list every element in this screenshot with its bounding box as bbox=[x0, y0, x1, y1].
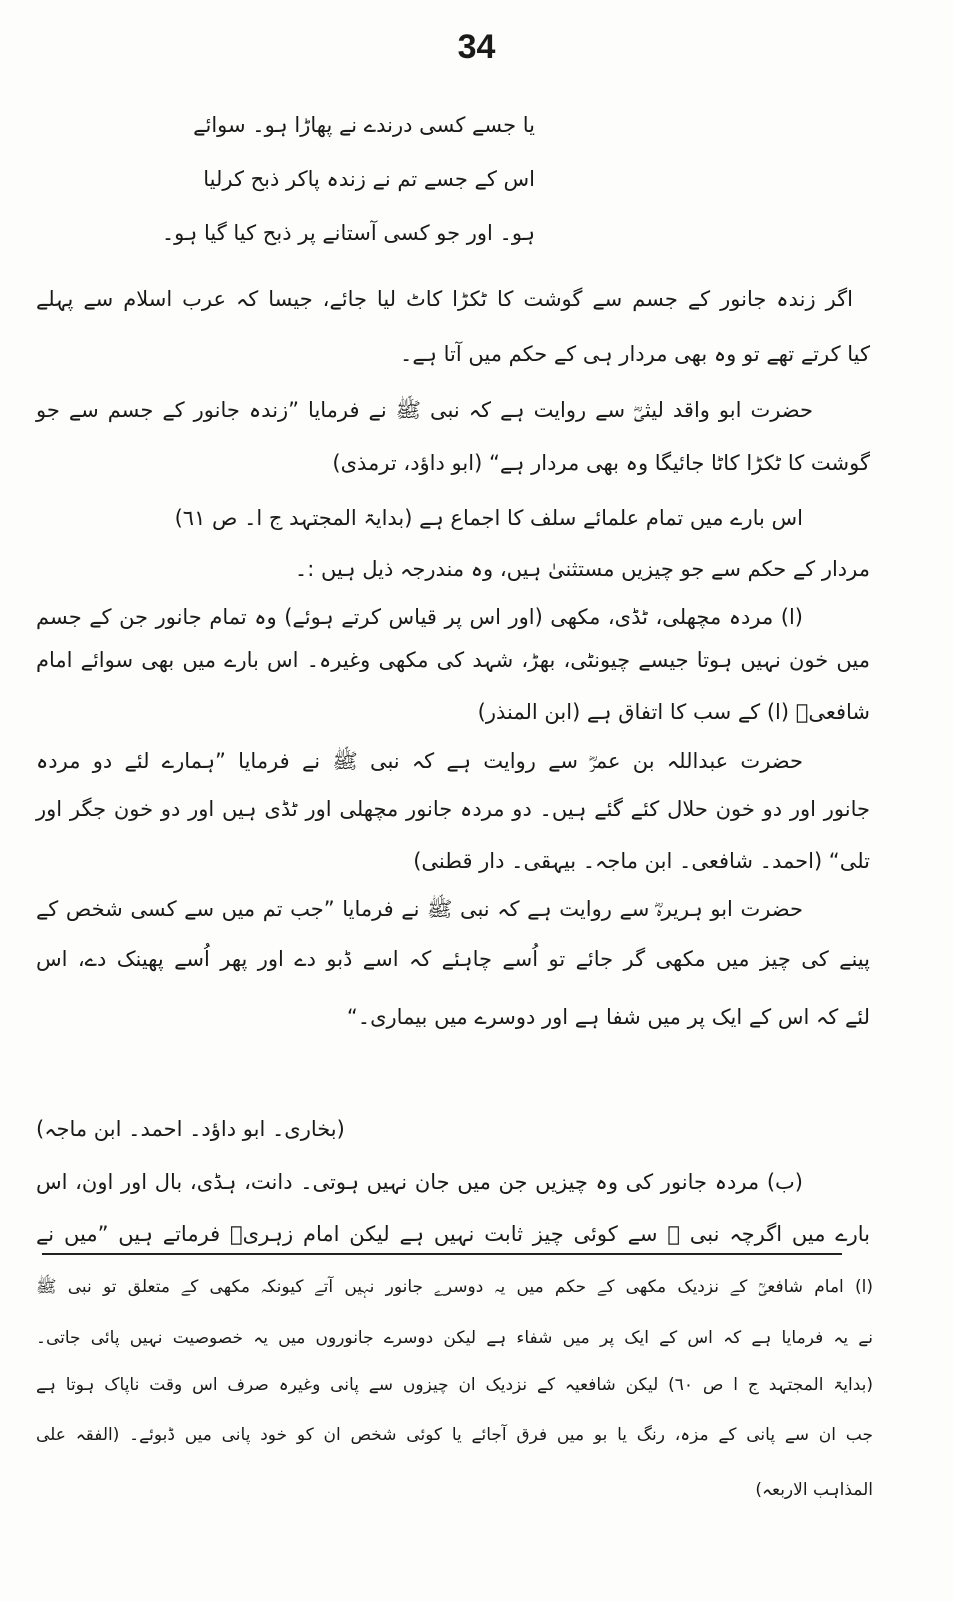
body-line: کیا کرتے تھے تو وہ بھی مردار ہی کے حکم میں آتا ہے۔ bbox=[400, 342, 870, 366]
body-line: (ا) مردہ مچھلی، ٹڈی، مکھی (اور اس پر قیاس کرتے ہوئے) وہ تمام جانور جن کے جسم bbox=[36, 605, 803, 629]
body-line: (بخاری۔ ابو داؤد۔ احمد۔ ابن ماجہ) bbox=[36, 1117, 345, 1141]
body-line: اس کے جسے تم نے زندہ پاکر ذبح کرلیا bbox=[203, 167, 535, 191]
body-line: گوشت کا ٹکڑا کاٹا جائیگا وہ بھی مردار ہے“ (ابو داؤد، ترمذی) bbox=[332, 451, 870, 475]
body-line: اگر زندہ جانور کے جسم سے گوشت کا ٹکڑا کاٹ لیا جائے، جیسا کہ عرب اسلام سے پہلے bbox=[36, 287, 853, 311]
footnote-line: المذاہب الاربعہ) bbox=[755, 1480, 873, 1500]
body-line: لئے کہ اس کے ایک پر میں شفا ہے اور دوسرے میں بیماری۔“ bbox=[346, 1005, 870, 1029]
body-line: حضرت عبداللہ بن عمرؓ سے روایت ہے کہ نبی ﷺ نے فرمایا ”ہمارے لئے دو مردہ bbox=[36, 749, 803, 773]
body-line: ہو۔ اور جو کسی آستانے پر ذبح کیا گیا ہو۔ bbox=[161, 221, 535, 245]
page-number: 34 bbox=[457, 28, 496, 66]
body-line: پینے کی چیز میں مکھی گر جائے تو اُسے چاہئے کہ اسے ڈبو دے اور پھر اُسے پھینک دے، اس bbox=[36, 947, 870, 971]
body-line: میں خون نہیں ہوتا جیسے چیونٹی، بھڑ، شہد کی مکھی وغیرہ۔ اس بارے میں بھی سوائے امام bbox=[36, 648, 870, 672]
body-line: بارے میں اگرچہ نبی ﷺ سے کوئی چیز ثابت نہیں ہے لیکن امام زہریؒ فرماتے ہیں ”میں نے bbox=[36, 1222, 870, 1246]
footnote-line: (ا) امام شافعیؒ کے نزدیک مکھی کے حکم میں یہ دوسرے جانور نہیں آتے کیونکہ مکھی کے متعلق تو نبی ﷺ bbox=[36, 1277, 873, 1297]
body-line: (ب) مردہ جانور کی وہ چیزیں جن میں جان نہیں ہوتی۔ دانت، ہڈی، بال اور اون، اس bbox=[36, 1170, 803, 1194]
body-line: جانور اور دو خون حلال کئے گئے ہیں۔ دو مردہ جانور مچھلی اور ٹڈی ہیں اور دو خون جگر اور bbox=[36, 797, 870, 821]
body-line: اس بارے میں تمام علمائے سلف کا اجماع ہے (بدایۃ المجتہد ج ا۔ ص ٦١) bbox=[174, 506, 803, 530]
body-line: یا جسے کسی درندے نے پھاڑا ہو۔ سوائے bbox=[193, 113, 535, 137]
body-line: تلی“ (احمد۔ شافعی۔ ابن ماجہ۔ بیہقی۔ دار قطنی) bbox=[413, 849, 870, 873]
footnote-line: نے یہ فرمایا ہے کہ اس کے ایک پر میں شفاء ہے لیکن دوسرے جانوروں میں یہ خصوصیت نہیں پائی جاتی۔ bbox=[36, 1328, 873, 1348]
footnote-divider bbox=[42, 1253, 842, 1255]
body-line: حضرت ابو ہریرہؓ سے روایت ہے کہ نبی ﷺ نے فرمایا ”جب تم میں سے کسی شخص کے bbox=[36, 897, 803, 921]
footnote-line: (بدایۃ المجتہد ج ا ص ٦٠) لیکن شافعیہ کے نزدیک ان چیزوں سے پانی وغیرہ صرف اس وقت ناپاک ہوتا ہے bbox=[36, 1375, 873, 1395]
body-line: حضرت ابو واقد لیثیؓ سے روایت ہے کہ نبی ﷺ نے فرمایا ”زندہ جانور کے جسم سے جو bbox=[36, 398, 813, 422]
footnote-line: جب ان سے پانی کے مزہ، رنگ یا بو میں فرق آجائے یا کوئی شخص ان کو خود پانی میں ڈبوئے۔ (الفقہ علی bbox=[36, 1425, 873, 1445]
body-line: مردار کے حکم سے جو چیزیں مستثنیٰ ہیں، وہ مندرجہ ذیل ہیں :۔ bbox=[294, 557, 870, 581]
body-line: شافعیؒ (ا) کے سب کا اتفاق ہے (ابن المنذر) bbox=[477, 700, 870, 724]
